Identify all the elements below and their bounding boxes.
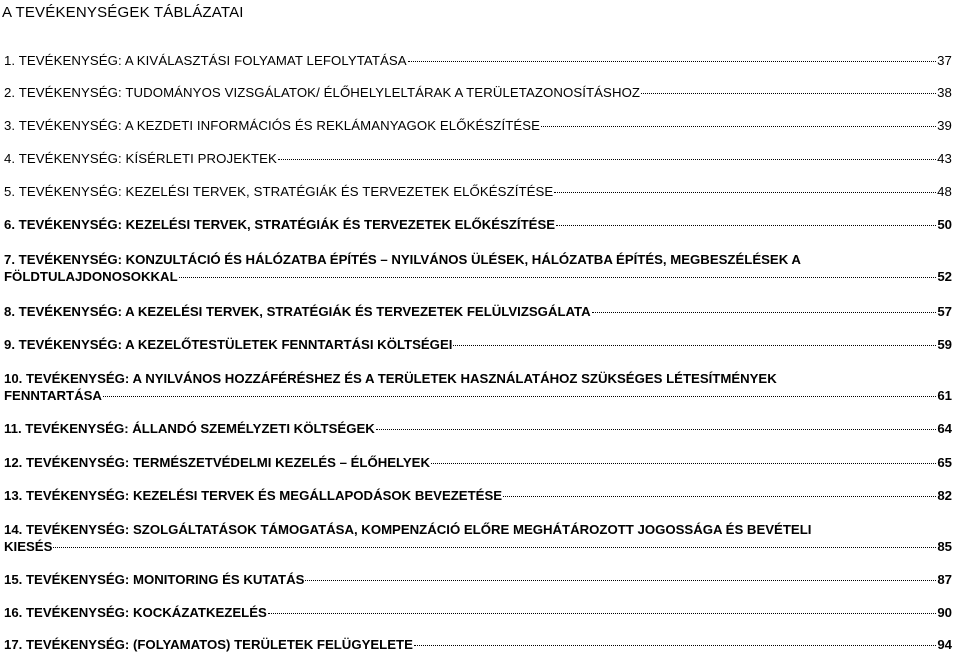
toc-entry-label: 12. TEVÉKENYSÉG: TERMÉSZETVÉDELMI KEZELÉS – ÉLŐHELYEK [4,455,430,470]
toc-entry-label: 2. TEVÉKENYSÉG: TUDOMÁNYOS VIZSGÁLATOK/ ÉLŐHELYLELTÁRAK A TERÜLETAZONOSÍTÁSHOZ [4,85,641,100]
toc-entry-label: 16. TEVÉKENYSÉG: KOCKÁZATKEZELÉS [4,605,267,620]
leader-dots [431,462,936,464]
toc-entry-2[interactable] [4,84,952,101]
leader-dots [408,60,936,62]
toc-page-number: 94 [937,637,952,652]
toc-entry-9[interactable] [4,336,952,353]
toc-entry-7[interactable] [4,251,952,285]
leader-dots [641,92,936,94]
toc-entry-label: KIESÉS [4,539,53,554]
toc-page-number: 82 [937,488,952,503]
toc-entry-10[interactable] [4,370,952,404]
leader-dots [556,224,936,226]
toc-page-number: 39 [937,118,952,133]
toc-page-number: 43 [937,151,952,166]
toc-entry-label: 6. TEVÉKENYSÉG: KEZELÉSI TERVEK, STRATÉGIÁK ÉS TERVEZETEK ELŐKÉSZÍTÉSE [4,217,556,232]
toc-page-number: 48 [937,184,952,199]
toc-entry-label-line1: 10. TEVÉKENYSÉG: A NYILVÁNOS HOZZÁFÉRÉSHEZ ÉS A TERÜLETEK HASZNÁLATÁHOZ SZÜKSÉGES LÉTESÍTMÉNYEK [4,371,777,386]
toc-entry-12[interactable] [4,454,952,471]
leader-dots [278,158,936,160]
toc-page-number: 85 [937,539,952,554]
leader-dots [179,276,937,278]
toc-entry-4[interactable] [4,150,952,167]
toc-page-number: 37 [937,53,952,68]
toc-page-number: 59 [937,337,952,352]
toc-entry-16[interactable] [4,604,952,621]
leader-dots [268,612,937,614]
toc-entry-label: 3. TEVÉKENYSÉG: A KEZDETI INFORMÁCIÓS ÉS REKLÁMANYAGOK ELŐKÉSZÍTÉSE [4,118,541,133]
toc-entry-8[interactable] [4,303,952,320]
toc-entry-label: 15. TEVÉKENYSÉG: MONITORING ÉS KUTATÁS [4,572,305,587]
toc-entry-label: 13. TEVÉKENYSÉG: KEZELÉSI TERVEK ÉS MEGÁLLAPODÁSOK BEVEZETÉSE [4,488,503,503]
toc-entry-17[interactable] [4,636,952,653]
toc-page-number: 57 [937,304,952,319]
toc-entry-label: 17. TEVÉKENYSÉG: (FOLYAMATOS) TERÜLETEK FELÜGYELETE [4,637,413,652]
toc-page-number: 65 [937,455,952,470]
toc-entry-label-line1: 7. TEVÉKENYSÉG: KONZULTÁCIÓ ÉS HÁLÓZATBA ÉPÍTÉS – NYILVÁNOS ÜLÉSEK, HÁLÓZATBA ÉPÍTÉS, MEGBESZÉLÉSEK A [4,252,801,267]
toc-entry-6[interactable] [4,216,952,233]
toc-entry-15[interactable] [4,571,952,588]
toc-page-number: 61 [937,388,952,403]
toc-entry-label: 9. TEVÉKENYSÉG: A KEZELŐTESTÜLETEK FENNTARTÁSI KÖLTSÉGEI [4,337,453,352]
leader-dots [453,344,936,346]
leader-dots [554,191,936,193]
toc-entry-11[interactable] [4,420,952,437]
toc-entry-label: 8. TEVÉKENYSÉG: A KEZELÉSI TERVEK, STRATÉGIÁK ÉS TERVEZETEK FELÜLVIZSGÁLATA [4,304,591,319]
toc-page-number: 38 [937,85,952,100]
leader-dots [305,579,936,581]
leader-dots [376,428,937,430]
toc-entry-label: FÖLDTULAJDONOSOKKAL [4,269,178,284]
toc-entry-label: FENNTARTÁSA [4,388,102,403]
leader-dots [103,395,936,397]
toc-entry-14[interactable] [4,521,952,555]
leader-dots [414,644,936,646]
toc-page-number: 90 [937,605,952,620]
leader-dots [53,546,936,548]
toc-page-number: 50 [937,217,952,232]
toc-page-number: 64 [937,421,952,436]
toc-entry-label: 4. TEVÉKENYSÉG: KÍSÉRLETI PROJEKTEK [4,151,277,166]
toc-entry-label: 5. TEVÉKENYSÉG: KEZELÉSI TERVEK, STRATÉGIÁK ÉS TERVEZETEK ELŐKÉSZÍTÉSE [4,184,554,199]
page-title: A TEVÉKENYSÉGEK TÁBLÁZATAI [2,4,244,21]
toc-entry-13[interactable] [4,487,952,504]
toc-entry-label: 1. TEVÉKENYSÉG: A KIVÁLASZTÁSI FOLYAMAT LEFOLYTATÁSA [4,53,407,68]
toc-entry-3[interactable] [4,117,952,134]
leader-dots [503,495,936,497]
toc-entry-5[interactable] [4,183,952,200]
leader-dots [541,125,936,127]
toc-page-number: 52 [937,269,952,284]
toc-entry-label-line1: 14. TEVÉKENYSÉG: SZOLGÁLTATÁSOK TÁMOGATÁSA, KOMPENZÁCIÓ ELŐRE MEGHÁTÁROZOTT JOGOSSÁGA ÉS BEVÉTELI [4,522,812,537]
toc-page-number: 87 [937,572,952,587]
toc-entry-1[interactable] [4,52,952,69]
toc-entry-label: 11. TEVÉKENYSÉG: ÁLLANDÓ SZEMÉLYZETI KÖLTSÉGEK [4,421,375,436]
leader-dots [592,311,937,313]
